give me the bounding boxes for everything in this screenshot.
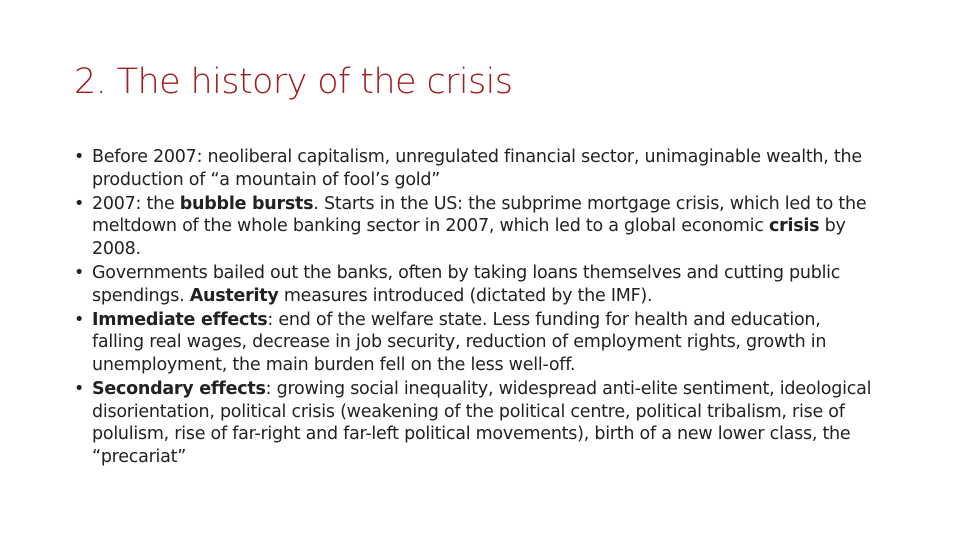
bullet-item (74, 146, 874, 191)
bullet-text: measures introduced (dictated by the IMF). (278, 285, 653, 306)
bullet-text: by 2008. (92, 216, 846, 259)
bullet-emphasis: Immediate effects (92, 309, 268, 330)
bullet-list (74, 146, 874, 470)
bullet-dot-icon: • (74, 309, 85, 330)
bullet-text: : end of the welfare state. Less funding for health and education, falling real wages, decrease in job security, reduction of employment rights, growth in unemployment, the main burden fell on the less well-off. (92, 309, 827, 375)
bullet-dot-icon: • (74, 262, 85, 283)
bullet-item (74, 262, 874, 307)
bullet-emphasis: Secondary effects (92, 378, 266, 399)
bullet-item (74, 378, 874, 468)
bullet-emphasis: Austerity (189, 285, 279, 306)
bullet-item (74, 193, 874, 261)
bullet-text: . Starts in the US: the subprime mortgage crisis, which led to the meltdown of the whole banking sector in 2007, which led to a global economic (92, 193, 867, 237)
bullet-text: : growing social inequality, widespread anti-elite sentiment, ideological disorientation, political crisis (weakening of the political centre, political tribalism, rise of polulism, rise of far-right and far-left political movements), birth of a new lower class, the “precariat” (92, 378, 872, 467)
bullet-text: Before 2007: neoliberal capitalism, unregulated financial sector, unimaginable wealth, the production of “a mountain of fool’s gold” (92, 147, 862, 190)
bullet-emphasis: crisis (768, 216, 820, 237)
bullet-item (74, 309, 874, 377)
bullet-dot-icon: • (74, 147, 85, 167)
bullet-dot-icon: • (74, 378, 85, 399)
slide-title: 2. The history of the crisis (74, 62, 513, 102)
bullet-text: 2007: the (92, 193, 180, 214)
bullet-emphasis: bubble bursts (179, 193, 314, 214)
bullet-dot-icon: • (74, 193, 85, 214)
bullet-text: Governments bailed out the banks, often by taking loans themselves and cutting public spendings. (92, 262, 841, 306)
